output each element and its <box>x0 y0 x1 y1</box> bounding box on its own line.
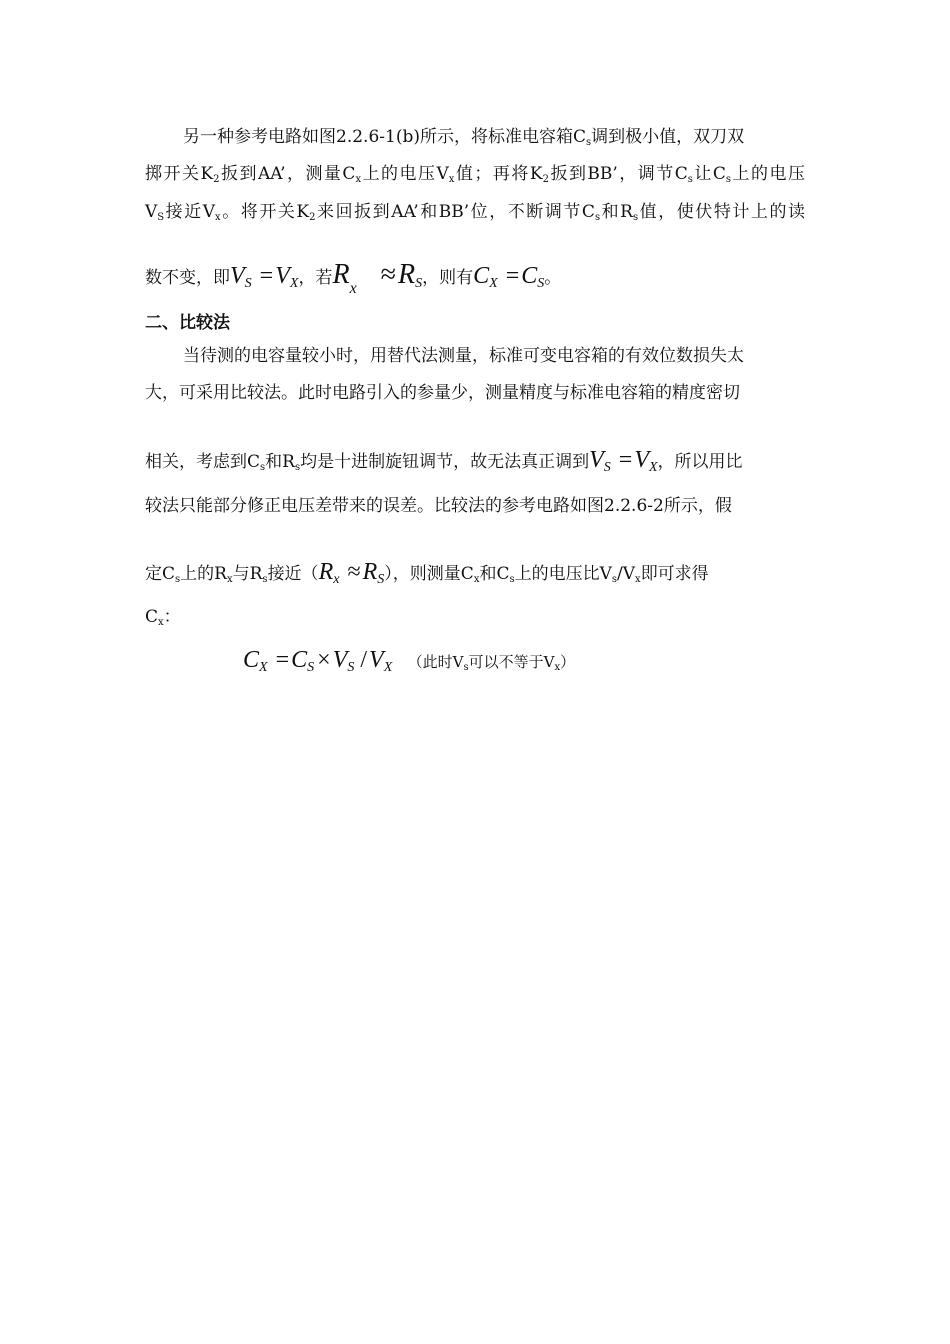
para2-line4: 较法只能部分修正电压差带来的误差。比较法的参考电路如图2.2.6-2所示，假 <box>145 496 732 516</box>
para2-line5: 定$C_s$上的$R_x$与$R_s$接近（Rx ≈RS），则测量$C_x$和$C_s$上的电压比$V_s/V_x$即可求得 <box>145 559 709 587</box>
equation-rx-approx-rs: $R_x \approx RS$ <box>332 259 423 297</box>
equation-cx-eq-cs: CX =CS <box>473 263 545 291</box>
equation-vs-eq-vx: VS =VX <box>230 263 299 291</box>
formula-note: （此时$V_s$可以不等于$V_x$） <box>407 653 576 673</box>
para2-line1: 当待测的电容量较小时，用替代法测量，标准可变电容箱的有效位数损失太 <box>183 346 744 366</box>
para1-line2: 掷开关$K_2$扳到AA’，测量$C_x$上的电压$V_x$值；再将$K_2$扳到BB’，调节$C_s$让$C_s$上的电压 <box>145 164 806 185</box>
formula-line <box>243 640 743 682</box>
para1-line4: 数不变，即VS =VX，若$R_x \approx RS$，则有CX =CS。 <box>145 259 562 297</box>
equation-vs-eq-vx-2: VS =VX <box>589 447 658 475</box>
equation-rx-approx-rs-2: Rx ≈RS <box>318 559 385 587</box>
para2-line3: 相关，考虑到$C_s$和$R_s$均是十进制旋钮调节，故无法真正调到VS =VX，所以用比 <box>145 447 743 475</box>
para1-line3: $V_S$接近$V_x$。将开关$K_2$来回扳到AA’和BB’位，不断调节$C_s$和$R_s$值，使伏特计上的读 <box>145 202 805 223</box>
section-heading: 二、比较法 <box>145 313 230 333</box>
formula-cx: CX =CS ×VS /VX <box>243 647 393 675</box>
para2-line6: $C_x$： <box>145 607 181 628</box>
para2-line2: 大，可采用比较法。此时电路引入的参量少，测量精度与标准电容箱的精度密切 <box>145 383 740 403</box>
para1-line1: 另一种参考电路如图2.2.6-1(b)所示，将标准电容箱$C_s$调到极小值，双刀双 <box>183 127 745 148</box>
